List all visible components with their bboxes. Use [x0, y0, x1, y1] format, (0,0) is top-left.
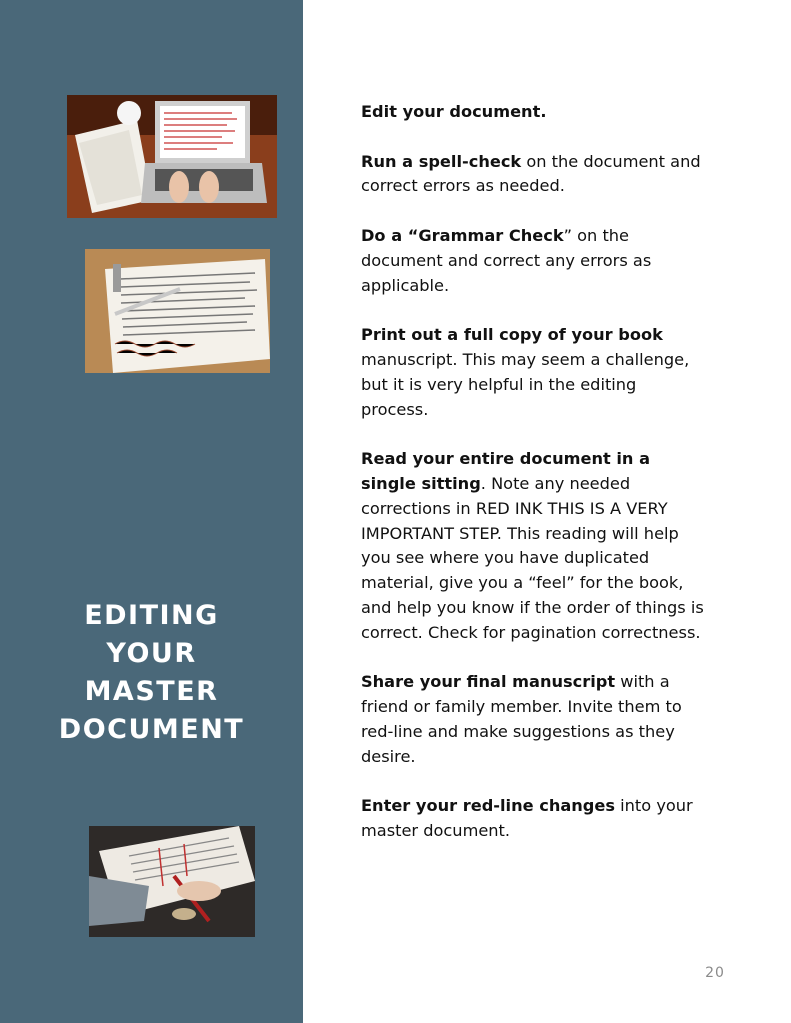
marked-manuscript-photo [85, 249, 270, 373]
step-heading: Read your entire document in a single sitting [361, 449, 650, 493]
step-text: manuscript. This may seem a challenge, but it is very helpful in the editing process. [361, 349, 690, 419]
step-item [361, 670, 706, 769]
red-pen-editing-photo [89, 826, 255, 937]
step-item [361, 100, 706, 125]
page-number: 20 [705, 965, 725, 981]
step-heading: Do a “Grammar Check [361, 225, 564, 245]
section-title-line: EDITING [84, 600, 219, 631]
step-text: into your master document. [361, 796, 693, 841]
step-item [361, 794, 706, 844]
section-title [0, 597, 303, 749]
step-item [361, 224, 706, 298]
step-text: on the document and correct errors as needed. [361, 151, 701, 196]
step-text: . Note any needed corrections in RED INK THIS IS A VERY IMPORTANT STEP. This reading will help you see where you have duplicated material, give you a “feel” for the book, and help you know if the order of things is correct. Check for pagination correctness. [361, 473, 704, 642]
step-heading: Edit your document. [361, 102, 547, 121]
laptop-editing-photo [67, 95, 277, 218]
step-item [361, 150, 706, 200]
section-title-line: YOUR [106, 638, 197, 669]
step-item [361, 447, 706, 645]
step-item [361, 323, 706, 422]
steps-list [361, 100, 706, 869]
step-heading: Share your final manuscript [361, 672, 616, 692]
section-title-line: MASTER [84, 676, 219, 707]
sidebar [0, 0, 303, 1023]
step-heading: Print out a full copy of your book [361, 325, 663, 345]
section-title-line: DOCUMENT [58, 714, 245, 745]
step-text: ” on the document and correct any errors as applicable. [361, 225, 652, 295]
step-text: with a friend or family member. Invite them to red-line and make suggestions as they desire. [361, 672, 682, 766]
step-heading: Run a spell-check [361, 151, 522, 171]
step-heading: Enter your red-line changes [361, 796, 616, 816]
